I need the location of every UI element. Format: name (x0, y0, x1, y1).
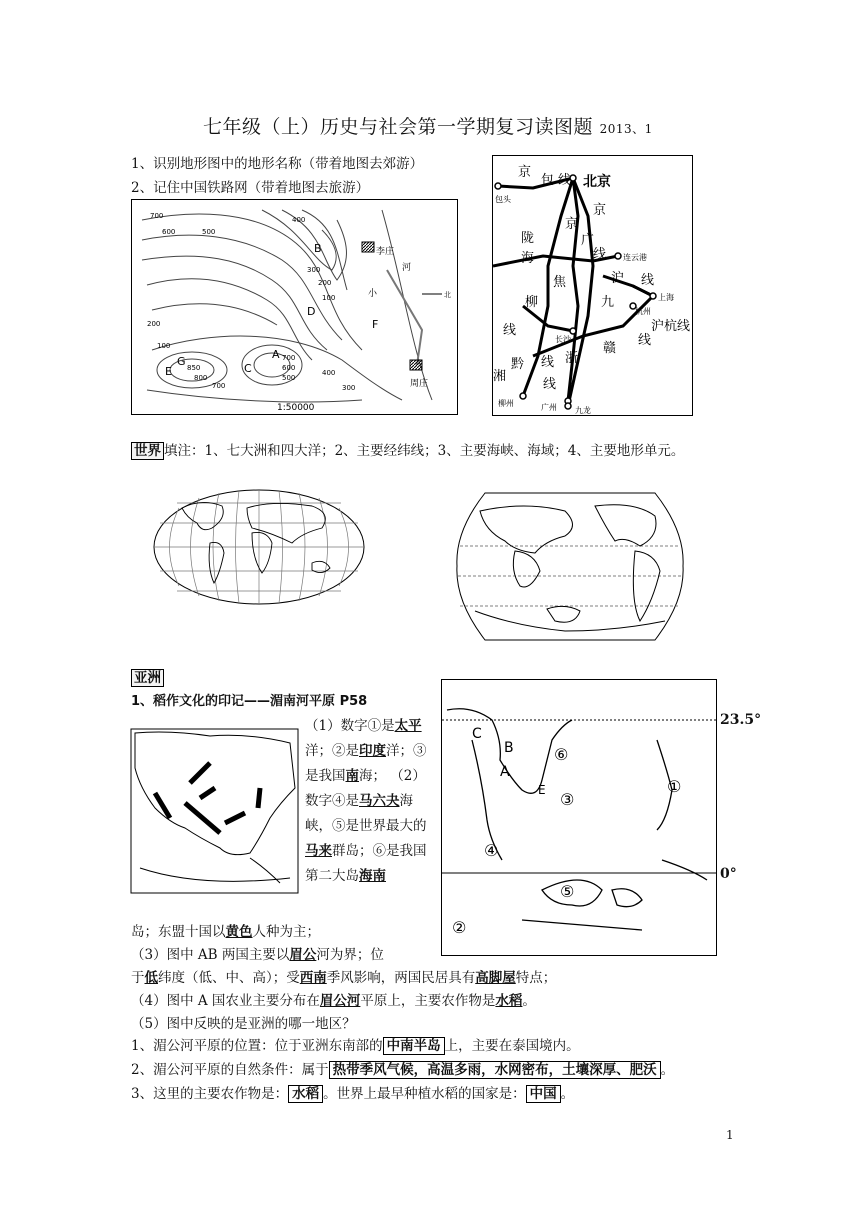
contour-label: 200 (318, 279, 332, 287)
contour-label: 700 (282, 354, 296, 362)
rail-char: 湘 (493, 369, 507, 384)
rail-char: 线 (503, 323, 517, 338)
q3-text-e: 季风影响，两国民居具有 (326, 970, 476, 986)
rail-char: 线 (558, 173, 572, 188)
contour-label: 850 (187, 364, 201, 372)
contour-label: 800 (194, 374, 208, 382)
q1-text-d: 海； (359, 768, 386, 784)
q4-line (131, 989, 536, 1009)
q4-text-b: 平原上，主要农作物是 (360, 993, 496, 1009)
contour-label: 400 (292, 216, 306, 224)
page-number: 1 (726, 1128, 734, 1142)
sea-label-c: C (472, 726, 482, 742)
rail-char: 黔 (511, 357, 525, 372)
q4-text-c: 。 (522, 993, 536, 1009)
city-shanghai: 上海 (658, 293, 674, 302)
answer-6: 海南 (359, 868, 386, 884)
intro-item-1: 1、识别地形图中的地形名称（带着地图去郊游） (131, 156, 424, 172)
sea-label-e: E (538, 783, 546, 797)
answer-9: 低 (144, 970, 158, 986)
rail-char: 线 (593, 247, 607, 262)
title-text: 七年级（上）历史与社会第一学期复习读图题 (203, 116, 594, 138)
contour-label: 500 (202, 228, 216, 236)
summary-line-3 (131, 1082, 574, 1102)
contour-label: 200 (147, 320, 161, 328)
rail-char: 浙 (565, 351, 579, 366)
city-liuzhou: 柳州 (498, 399, 514, 408)
rail-char: 广 (581, 233, 595, 248)
q3-line-2 (131, 966, 556, 986)
rail-char: 线 (543, 377, 557, 392)
sea-label-6: ⑥ (554, 745, 569, 764)
contour-label: 300 (342, 384, 356, 392)
contour-label: 300 (307, 266, 321, 274)
rail-char: 线 (541, 355, 555, 370)
sea-label-b: B (504, 740, 514, 756)
latitude-0: 0° (720, 866, 737, 882)
summary-line-1 (131, 1034, 580, 1054)
q2-text-d: 岛；东盟十国以 (131, 924, 226, 940)
world-tag: 世界 (131, 442, 164, 460)
q4-text-a: （4）图中 A 国农业主要分布在 (131, 993, 320, 1009)
asia-tag-wrap (131, 666, 164, 686)
s2-text-b: 。 (660, 1062, 675, 1078)
topo-label-a: A (272, 348, 280, 361)
s1-text-b: 上，主要在泰国境内。 (444, 1038, 580, 1054)
q1-text-b: 洋；②是 (305, 743, 359, 759)
contour-label: 400 (322, 369, 336, 377)
railway-map (492, 155, 693, 416)
asia-questions-side (305, 714, 433, 889)
rail-char: 赣 (603, 341, 617, 356)
city-baotou: 包头 (495, 195, 511, 204)
q3-text-d: 纬度（低、中、高）；受 (158, 970, 300, 986)
answer-11: 高脚屋 (475, 970, 516, 986)
sea-label-5: ⑤ (560, 882, 575, 901)
city-kowloon: 九龙 (575, 406, 591, 415)
latitude-23-5: 23.5° (720, 712, 762, 728)
s3-answer: 水稻 (288, 1085, 323, 1103)
answer-10: 西南 (299, 970, 327, 986)
rail-char: 海 (521, 251, 535, 266)
summary-line-2 (131, 1058, 674, 1078)
q1-text-a: （1）数字①是 (305, 718, 395, 734)
q2-text-a: （2）数字④是 (305, 768, 426, 809)
rail-char: 线 (641, 273, 655, 288)
rail-char: 京 (593, 203, 607, 218)
rail-char: 包 (541, 173, 555, 188)
world-instruction (131, 439, 684, 459)
topo-label-c: C (244, 362, 252, 375)
s1-text-a: 1、湄公河平原的位置：位于亚洲东南部的 (131, 1038, 383, 1054)
asia-heading: 1、稻作文化的印记——湄南河平原 P58 (131, 694, 368, 709)
city-lianyungang: 连云港 (623, 253, 647, 262)
city-guangzhou: 广州 (541, 403, 557, 412)
topo-label-b: B (314, 242, 322, 255)
s3-text-b: 。世界上最早种植水稻的国家是： (323, 1086, 526, 1102)
sea-label-2: ② (452, 918, 467, 937)
q3-text-b: 河为界；位 (316, 947, 384, 963)
rail-char: 线 (638, 333, 652, 348)
answer-12: 眉公河 (319, 993, 361, 1009)
topographic-map (131, 199, 458, 415)
rail-char: 焦 (553, 275, 567, 290)
rail-char: 沪杭线 (651, 319, 691, 334)
city-beijing: 北京 (583, 174, 611, 190)
q5-line: （5）图中反映的是亚洲的哪一地区？ (131, 1016, 356, 1032)
north-label: 北 (444, 291, 451, 299)
river-label: 河 (402, 263, 412, 273)
contour-label: 500 (282, 374, 296, 382)
answer-4: 马六夬 (359, 793, 400, 809)
s2-text-a: 2、湄公河平原的自然条件：属于 (131, 1062, 329, 1078)
topo-label-e: E (165, 365, 172, 378)
rail-char: 京 (518, 165, 532, 180)
contour-label: 700 (212, 382, 226, 390)
q2-text-c: 群岛；⑥是我国第二大岛 (305, 843, 427, 884)
q3-text-c: 于 (131, 970, 145, 986)
contour-label: 600 (282, 364, 296, 372)
q2-text-b: 海峡，⑤是世界最大的 (305, 793, 427, 834)
rail-char: 京 (565, 217, 579, 232)
topo-label-f: F (372, 318, 379, 331)
answer-1: 太平 (394, 718, 422, 734)
asia-small-map (130, 728, 299, 894)
sea-label-4: ④ (484, 841, 499, 860)
title-date: 2013、1 (599, 122, 653, 136)
answer-7: 黄色 (225, 924, 253, 940)
q3-text-f: 特点； (515, 970, 557, 986)
contour-label: 100 (322, 294, 336, 302)
sea-label-a: A (500, 764, 510, 780)
contour-label: 600 (162, 228, 176, 236)
village-zhouzhuang: 周庄 (410, 379, 429, 389)
city-hangzhou: 杭州 (635, 307, 651, 316)
intro-item-2: 2、记住中国铁路网（带着地图去旅游） (131, 180, 370, 196)
city-changsha: 长沙 (555, 335, 571, 344)
s3-answer-2: 中国 (526, 1085, 561, 1103)
answer-13: 水稻 (495, 993, 523, 1009)
s1-answer: 中南半岛 (383, 1037, 445, 1055)
rail-char: 陇 (521, 231, 535, 246)
world-map-grid (152, 488, 366, 606)
answer-5: 马来 (305, 843, 332, 859)
answer-3: 南 (345, 768, 359, 784)
village-lizhuang: 李庄 (376, 247, 395, 257)
q2-continue (131, 920, 320, 940)
s2-answer: 热带季风气候，高温多雨，水网密布，土壤深厚、肥沃 (329, 1061, 661, 1079)
page-title (203, 112, 653, 139)
world-text: 填注：1、七大洲和四大洋；2、主要经纬线；3、主要海峡、海域；4、主要地形单元。 (164, 443, 685, 459)
stream-label: 小 (368, 289, 378, 299)
rail-char: 柳 (525, 295, 539, 310)
sea-label-3: ③ (560, 790, 575, 809)
q1-text-c: 洋；③是我国 (305, 743, 427, 784)
answer-2: 印度 (359, 743, 386, 759)
scale-label: 1:50000 (277, 403, 315, 413)
southeast-asia-map (441, 679, 717, 956)
q3-line-1 (131, 943, 384, 963)
world-map-pacific (455, 491, 685, 642)
contour-label: 700 (150, 212, 164, 220)
s3-text-a: 3、这里的主要农作物是： (131, 1086, 289, 1102)
s3-text-c: 。 (560, 1086, 575, 1102)
rail-char: 九 (601, 295, 615, 310)
sea-label-1: ① (667, 777, 682, 796)
topo-label-g: G (177, 355, 186, 368)
answer-8: 眉公 (289, 947, 317, 963)
q3-text-a: （3）图中 AB 两国主要以 (131, 947, 290, 963)
q2-text-e: 人种为主； (252, 924, 320, 940)
asia-tag: 亚洲 (131, 669, 164, 687)
topo-label-d: D (307, 305, 316, 318)
contour-label: 100 (157, 342, 171, 350)
rail-char: 沪 (611, 271, 625, 286)
